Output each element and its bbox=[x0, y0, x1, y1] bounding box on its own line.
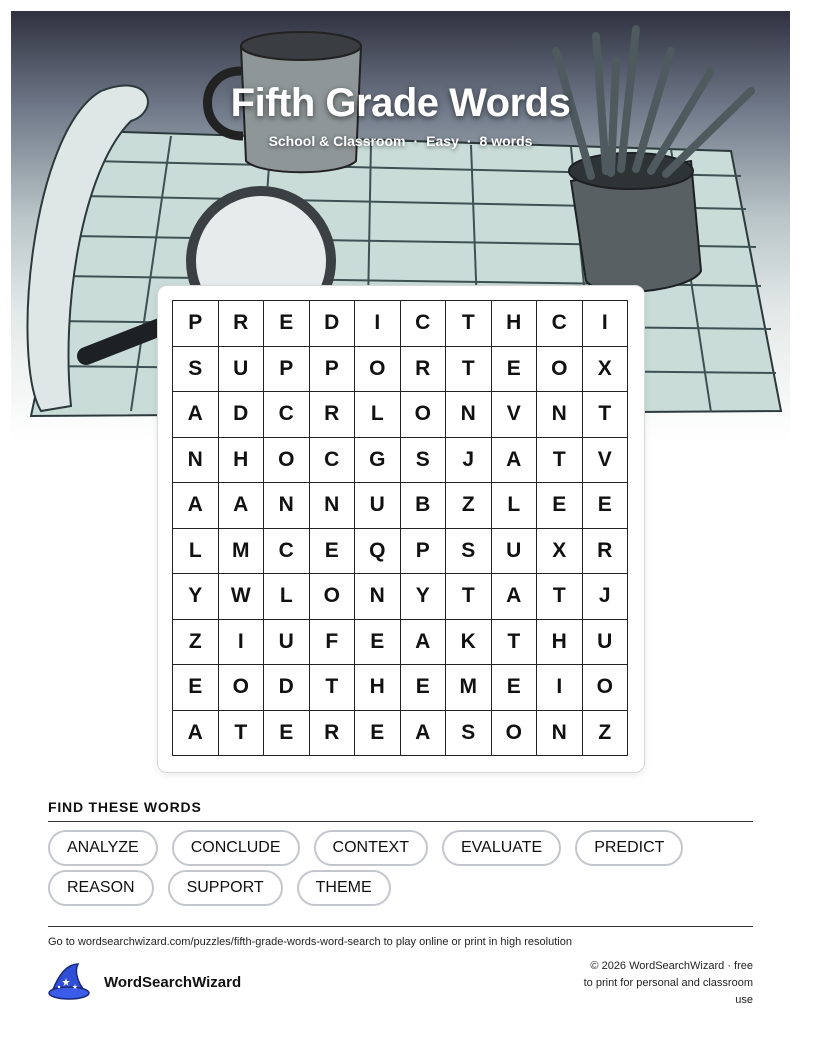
grid-cell[interactable]: D bbox=[264, 665, 310, 711]
grid-cell[interactable]: N bbox=[537, 392, 583, 438]
grid-cell[interactable]: A bbox=[401, 711, 447, 757]
grid-cell[interactable]: U bbox=[583, 620, 629, 666]
grid-cell[interactable]: C bbox=[264, 392, 310, 438]
grid-cell[interactable]: E bbox=[264, 711, 310, 757]
grid-cell[interactable]: O bbox=[264, 438, 310, 484]
grid-cell[interactable]: T bbox=[446, 347, 492, 393]
grid-cell[interactable]: N bbox=[446, 392, 492, 438]
grid-cell[interactable]: V bbox=[583, 438, 629, 484]
grid-cell[interactable]: H bbox=[355, 665, 401, 711]
grid-cell[interactable]: H bbox=[537, 620, 583, 666]
puzzle-subtitle bbox=[11, 133, 790, 149]
grid-cell[interactable]: A bbox=[492, 574, 538, 620]
grid-cell[interactable]: D bbox=[310, 301, 356, 347]
word-pill: CONCLUDE bbox=[172, 830, 300, 866]
grid-cell[interactable]: E bbox=[401, 665, 447, 711]
grid-cell[interactable]: T bbox=[219, 711, 265, 757]
brand-name: WordSearchWizard bbox=[104, 973, 242, 991]
grid-cell[interactable]: U bbox=[355, 483, 401, 529]
grid-cell[interactable]: T bbox=[537, 574, 583, 620]
grid-cell[interactable]: Z bbox=[446, 483, 492, 529]
grid-cell[interactable]: P bbox=[401, 529, 447, 575]
wizard-hat-icon bbox=[48, 962, 92, 1002]
grid-cell[interactable]: A bbox=[173, 483, 219, 529]
grid-cell[interactable]: P bbox=[310, 347, 356, 393]
grid-cell[interactable]: E bbox=[355, 711, 401, 757]
word-list bbox=[48, 830, 753, 906]
grid-cell[interactable]: I bbox=[537, 665, 583, 711]
grid-cell[interactable]: L bbox=[355, 392, 401, 438]
grid-cell[interactable]: I bbox=[219, 620, 265, 666]
grid-cell[interactable]: N bbox=[355, 574, 401, 620]
grid-cell[interactable]: C bbox=[401, 301, 447, 347]
grid-cell[interactable]: E bbox=[583, 483, 629, 529]
grid-cell[interactable]: M bbox=[446, 665, 492, 711]
grid-cell[interactable]: T bbox=[537, 438, 583, 484]
footer-divider bbox=[48, 926, 753, 927]
grid-cell[interactable]: P bbox=[173, 301, 219, 347]
grid-cell[interactable]: I bbox=[583, 301, 629, 347]
grid-cell[interactable]: Y bbox=[173, 574, 219, 620]
brand bbox=[48, 962, 241, 1002]
grid-cell[interactable]: A bbox=[219, 483, 265, 529]
puzzle-grid-card bbox=[157, 285, 645, 773]
grid-cell[interactable]: Z bbox=[583, 711, 629, 757]
grid-cell[interactable]: M bbox=[219, 529, 265, 575]
grid-cell[interactable]: T bbox=[492, 620, 538, 666]
separator-dot: · bbox=[466, 133, 472, 149]
word-pill: REASON bbox=[48, 870, 154, 906]
grid-cell[interactable]: N bbox=[173, 438, 219, 484]
word-pill: PREDICT bbox=[575, 830, 683, 866]
puzzle-title: Fifth Grade Words bbox=[230, 81, 571, 125]
word-pill: SUPPORT bbox=[168, 870, 283, 906]
grid-cell[interactable]: H bbox=[492, 301, 538, 347]
grid-cell[interactable]: Q bbox=[355, 529, 401, 575]
grid-cell[interactable]: J bbox=[446, 438, 492, 484]
grid-cell[interactable]: E bbox=[173, 665, 219, 711]
copyright-text: © 2026 WordSearchWizard · free to print for personal and classroom use bbox=[583, 960, 753, 1006]
grid-cell[interactable]: U bbox=[219, 347, 265, 393]
grid-cell[interactable]: O bbox=[355, 347, 401, 393]
grid-cell[interactable]: V bbox=[492, 392, 538, 438]
grid-cell[interactable]: E bbox=[492, 347, 538, 393]
grid-cell[interactable]: A bbox=[173, 711, 219, 757]
grid-cell[interactable]: T bbox=[583, 392, 629, 438]
grid-cell[interactable]: A bbox=[173, 392, 219, 438]
word-pill: CONTEXT bbox=[314, 830, 428, 866]
grid-cell[interactable]: O bbox=[310, 574, 356, 620]
grid-cell[interactable]: T bbox=[446, 574, 492, 620]
grid-cell[interactable]: S bbox=[446, 711, 492, 757]
word-pill: ANALYZE bbox=[48, 830, 158, 866]
grid-cell[interactable]: A bbox=[401, 620, 447, 666]
grid-cell[interactable]: K bbox=[446, 620, 492, 666]
grid-cell[interactable]: U bbox=[492, 529, 538, 575]
word-count-label: 8 words bbox=[479, 133, 533, 149]
word-pill: EVALUATE bbox=[442, 830, 561, 866]
grid-cell[interactable]: Y bbox=[401, 574, 447, 620]
grid-cell[interactable]: C bbox=[310, 438, 356, 484]
difficulty-label: Easy bbox=[426, 133, 459, 149]
grid-cell[interactable]: T bbox=[446, 301, 492, 347]
grid-cell[interactable]: F bbox=[310, 620, 356, 666]
grid-cell[interactable]: R bbox=[583, 529, 629, 575]
grid-cell[interactable]: D bbox=[219, 392, 265, 438]
grid-cell[interactable]: L bbox=[173, 529, 219, 575]
grid-cell[interactable]: I bbox=[355, 301, 401, 347]
grid-cell[interactable]: E bbox=[264, 301, 310, 347]
separator-dot: · bbox=[413, 133, 419, 149]
grid-cell[interactable]: E bbox=[310, 529, 356, 575]
grid-cell[interactable]: E bbox=[537, 483, 583, 529]
grid-cell[interactable]: S bbox=[446, 529, 492, 575]
grid-cell[interactable]: C bbox=[264, 529, 310, 575]
grid-cell[interactable]: O bbox=[401, 392, 447, 438]
grid-cell[interactable]: G bbox=[355, 438, 401, 484]
grid-cell[interactable]: U bbox=[264, 620, 310, 666]
grid-cell[interactable]: O bbox=[583, 665, 629, 711]
grid-cell[interactable]: A bbox=[492, 438, 538, 484]
grid-cell[interactable]: B bbox=[401, 483, 447, 529]
grid-cell[interactable]: Z bbox=[173, 620, 219, 666]
grid-cell[interactable]: N bbox=[264, 483, 310, 529]
play-online-text: Go to wordsearchwizard.com/puzzles/fifth-grade-words-word-search to play online or print in high resolution bbox=[48, 936, 572, 948]
grid-cell[interactable]: X bbox=[583, 347, 629, 393]
grid-cell[interactable]: X bbox=[537, 529, 583, 575]
grid-cell[interactable]: O bbox=[537, 347, 583, 393]
category-label: School & Classroom bbox=[268, 133, 406, 149]
grid-cell[interactable]: R bbox=[401, 347, 447, 393]
grid-cell[interactable]: O bbox=[492, 711, 538, 757]
grid-cell[interactable]: R bbox=[219, 301, 265, 347]
grid-cell[interactable]: N bbox=[537, 711, 583, 757]
grid-cell[interactable]: J bbox=[583, 574, 629, 620]
grid-cell[interactable]: R bbox=[310, 711, 356, 757]
grid-cell[interactable]: L bbox=[264, 574, 310, 620]
grid-cell[interactable]: C bbox=[537, 301, 583, 347]
grid-cell[interactable]: L bbox=[492, 483, 538, 529]
word-list-heading: FIND THESE WORDS bbox=[48, 799, 753, 822]
grid-cell[interactable]: P bbox=[264, 347, 310, 393]
grid-cell[interactable]: O bbox=[219, 665, 265, 711]
grid-cell[interactable]: W bbox=[219, 574, 265, 620]
grid-cell[interactable]: S bbox=[173, 347, 219, 393]
word-pill: THEME bbox=[297, 870, 391, 906]
grid-cell[interactable]: E bbox=[492, 665, 538, 711]
grid-cell[interactable]: E bbox=[355, 620, 401, 666]
grid-cell[interactable]: H bbox=[219, 438, 265, 484]
letter-grid bbox=[172, 300, 628, 756]
grid-cell[interactable]: S bbox=[401, 438, 447, 484]
grid-cell[interactable]: T bbox=[310, 665, 356, 711]
grid-cell[interactable]: R bbox=[310, 392, 356, 438]
grid-cell[interactable]: N bbox=[310, 483, 356, 529]
